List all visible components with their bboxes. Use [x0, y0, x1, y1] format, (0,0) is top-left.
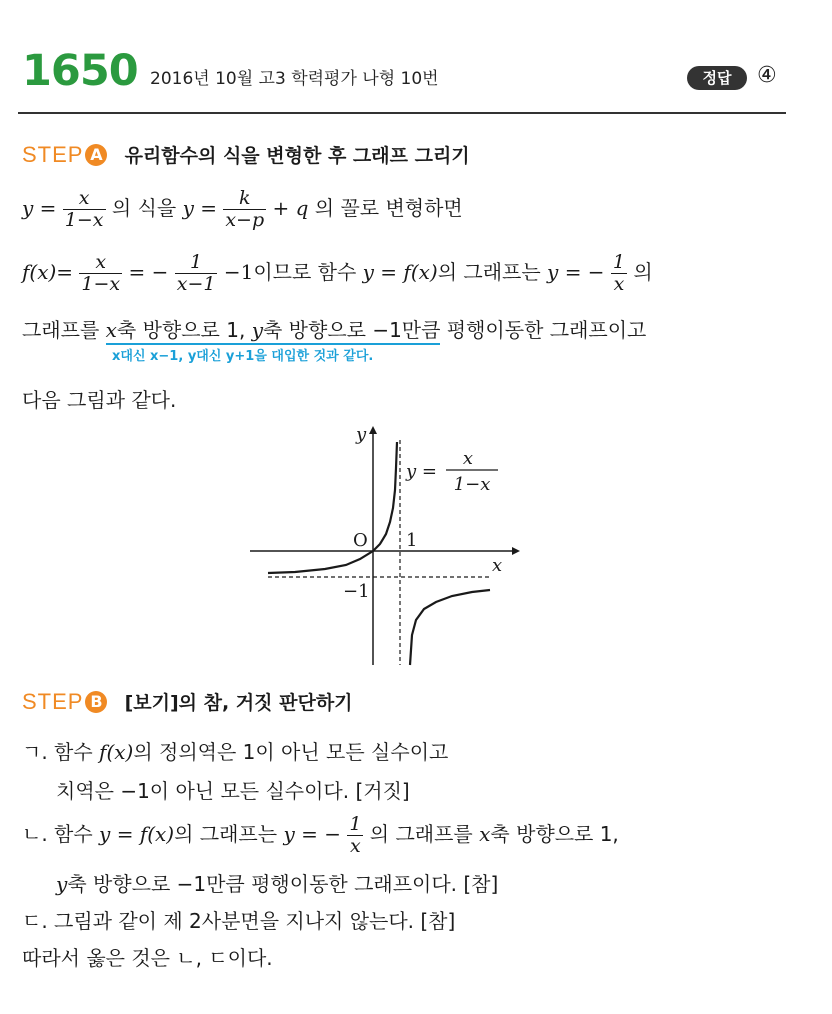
curve-label-lhs: y =	[406, 461, 437, 482]
step-a-heading	[22, 141, 470, 168]
text: 그래프를	[22, 318, 100, 342]
math-expr: y = −	[547, 259, 605, 284]
math-expr: y = f(x)	[362, 259, 438, 284]
item-3: ㄷ. 그림과 같이 제 2사분면을 지나지 않는다. [참]	[22, 909, 456, 933]
math-expr: y = f(x)	[99, 821, 175, 846]
curve-label-den: 1−x	[453, 474, 491, 495]
step-a-line-3	[22, 314, 646, 343]
curve-right-branch	[410, 590, 490, 665]
y-asymptote-label: −1	[343, 581, 370, 602]
math-expr: y = −	[283, 821, 341, 846]
text: 의 식을	[111, 195, 177, 220]
fraction: $\frac{x}{1-x}$	[64, 187, 104, 231]
function-graph	[240, 420, 530, 670]
origin-label: O	[353, 530, 368, 551]
text: 의 꼴로 변형하면	[314, 195, 463, 220]
fraction: $\frac{1}{x}$	[612, 251, 626, 295]
item-2-line-2	[56, 868, 498, 897]
math-expr: = −	[128, 259, 169, 284]
x-asymptote-label: 1	[406, 530, 418, 551]
y-axis-label: y	[356, 424, 367, 445]
step-a-line-1	[22, 188, 463, 231]
curve-left-branch	[268, 442, 397, 573]
problem-number: 1650	[22, 46, 138, 96]
math-expr: f(x)=	[22, 259, 74, 284]
math-expr: y	[56, 872, 68, 896]
underlined-phrase: x축 방향으로 1, y축 방향으로 −1만큼	[106, 318, 441, 345]
math-expr: −1	[223, 259, 254, 284]
fraction: $\frac{x}{1-x}$	[81, 251, 121, 295]
math-expr: y =	[22, 195, 57, 220]
math-expr: + q	[272, 195, 309, 220]
step-b-badge: B	[85, 691, 107, 713]
answer-badge: 정답	[687, 66, 747, 90]
problem-source: 2016년 10월 고3 학력평가 나형 10번	[150, 69, 439, 89]
text: ㄱ. 함수	[22, 740, 93, 764]
x-axis-label: x	[492, 555, 503, 576]
y-axis-arrow	[369, 426, 377, 434]
text: 의	[633, 259, 653, 284]
x-axis-arrow	[512, 547, 520, 555]
step-b-title: [보기]의 참, 거짓 판단하기	[124, 692, 353, 714]
fraction: $\frac{1}{x-1}$	[176, 251, 216, 295]
item-1-line-2: 치역은 −1이 아닌 모든 실수이다. [거짓]	[56, 779, 410, 803]
math-expr: f(x)	[99, 740, 134, 764]
answer-value: ④	[757, 63, 777, 88]
hint-note: x대신 x−1, y대신 y+1을 대입한 것과 같다.	[112, 349, 374, 364]
curve-label-num: x	[462, 448, 474, 469]
text: 이므로 함수	[253, 259, 357, 284]
item-2-line-1	[22, 814, 619, 857]
item-1-line-1	[22, 736, 448, 765]
text: 축 방향으로 −1만큼 평행이동한 그래프이다. [참]	[67, 872, 499, 896]
fraction: $\frac{1}{x}$	[349, 813, 362, 857]
step-a-label: STEP	[22, 142, 84, 167]
step-a-badge: A	[85, 144, 107, 166]
step-a-title: 유리함수의 식을 변형한 후 그래프 그리기	[124, 145, 470, 167]
math-expr: x	[479, 821, 491, 846]
text: 의 그래프는	[437, 259, 541, 284]
text: 의 그래프를	[369, 821, 473, 846]
step-b-label: STEP	[22, 689, 84, 714]
text: ㄴ. 함수	[22, 821, 93, 846]
text: 축 방향으로 1,	[490, 821, 619, 846]
fraction: $\frac{k}{x-p}$	[225, 187, 265, 231]
step-a-line-2	[22, 252, 653, 295]
text: 의 정의역은 1이 아닌 모든 실수이고	[133, 740, 449, 764]
conclusion: 따라서 옳은 것은 ㄴ, ㄷ이다.	[22, 946, 273, 970]
step-b-heading	[22, 688, 353, 715]
text: 평행이동한 그래프이고	[446, 318, 647, 342]
text: 의 그래프는	[174, 821, 278, 846]
header-divider	[18, 112, 786, 114]
step-a-line-4: 다음 그림과 같다.	[22, 388, 177, 412]
math-expr: y =	[182, 195, 217, 220]
